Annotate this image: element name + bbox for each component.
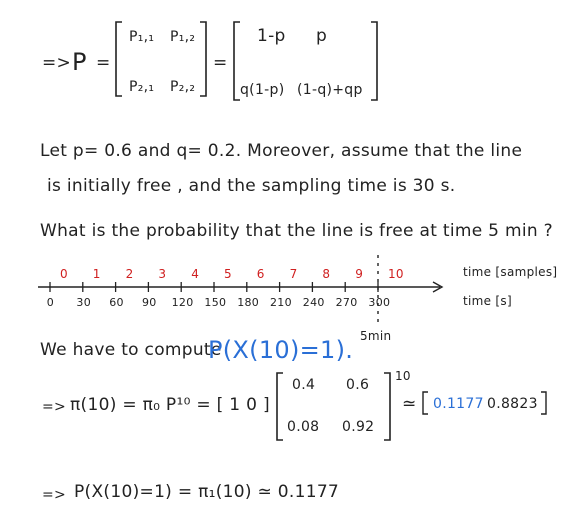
matrix-power: 10 (395, 369, 411, 383)
entry-p11: P₁,₁ (129, 29, 155, 45)
final-equation: P(X(10)=1) = π₁(10) ≃ 0.1177 (74, 482, 340, 502)
approx-sign-1: ≃ (402, 394, 417, 414)
arrow-implies-3: => (42, 487, 67, 503)
seconds-label: 90 (142, 296, 157, 309)
eq2-m21: 0.08 (287, 419, 320, 435)
sample-index-label: 10 (388, 267, 404, 281)
marker-label-5min: 5min (360, 329, 392, 343)
arrow-implies-1: => (42, 53, 72, 73)
sample-index-label: 9 (355, 267, 364, 281)
sample-index-label: 8 (322, 267, 331, 281)
sample-index-label: 2 (125, 267, 134, 281)
statement-line-1: Let p= 0.6 and q= 0.2. Moreover, assume that the line (40, 141, 523, 161)
seconds-label: 30 (76, 296, 91, 309)
eq2-m22: 0.92 (342, 419, 375, 435)
eq2-m12: 0.6 (346, 377, 370, 393)
compute-expression: P(X(10)=1). (208, 336, 354, 364)
axis-label-seconds: time [s] (463, 294, 512, 308)
seconds-label: 0 (46, 296, 55, 309)
entry-p12: P₁,₂ (170, 29, 196, 45)
result-busy-prob: 0.8823 (487, 396, 538, 412)
seconds-label: 270 (335, 296, 358, 309)
question-line: What is the probability that the line is free at time 5 min ? (40, 221, 553, 241)
arrow-implies-2: => (42, 399, 67, 415)
seconds-label: 120 (171, 296, 194, 309)
seconds-label: 60 (109, 296, 124, 309)
statement-line-2: is initially free , and the sampling time is 30 s. (47, 176, 456, 196)
entry-m11: 1-p (257, 26, 286, 46)
pi-equation: π(10) = π₀ P¹⁰ = [ 1 0 ] (70, 395, 270, 415)
axis-label-samples: time [samples] (463, 265, 558, 279)
sample-index-label: 6 (256, 267, 265, 281)
equals-sign-1: = (96, 53, 111, 73)
sample-index-label: 7 (289, 267, 298, 281)
entry-p22: P₂,₂ (170, 79, 196, 95)
seconds-label: 240 (302, 296, 325, 309)
seconds-label: 180 (237, 296, 260, 309)
sample-index-label: 4 (191, 267, 200, 281)
result-free-prob: 0.1177 (433, 396, 484, 412)
seconds-label: 210 (270, 296, 292, 309)
entry-m12: p (316, 26, 328, 46)
eq2-m11: 0.4 (292, 377, 316, 393)
equals-sign-2: = (213, 53, 228, 73)
seconds-label: 150 (204, 296, 227, 309)
sample-index-label: 5 (224, 267, 232, 281)
sample-index-label: 0 (60, 267, 68, 281)
entry-m22: (1-q)+qp (297, 82, 363, 98)
sample-index-label: 1 (92, 267, 101, 281)
compute-text: We have to compute (40, 340, 222, 360)
entry-m21: q(1-p) (240, 82, 285, 98)
matrix-symbol-p: P (72, 48, 87, 76)
seconds-label: 300 (368, 296, 391, 309)
sample-index-label: 3 (158, 267, 167, 281)
entry-p21: P₂,₁ (129, 79, 155, 95)
